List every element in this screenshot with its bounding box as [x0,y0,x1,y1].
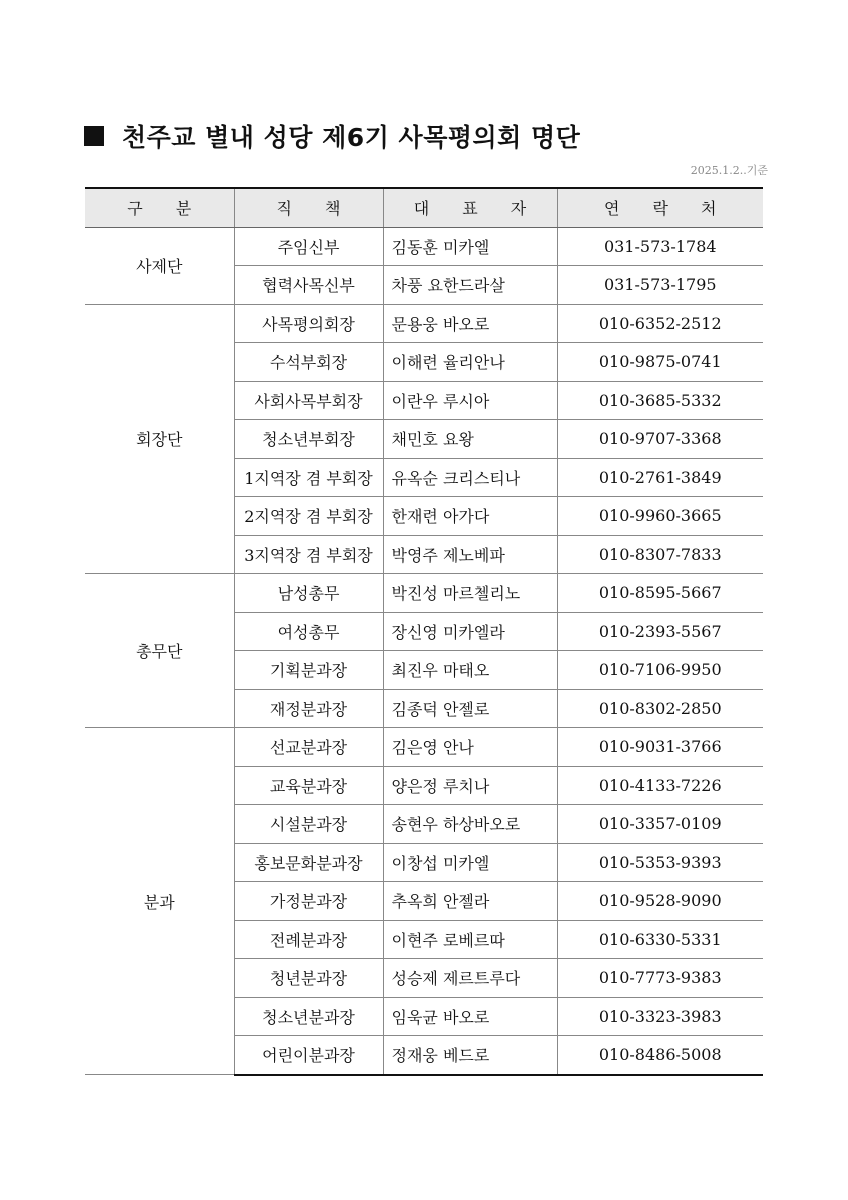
table-row [85,574,763,613]
representative-cell: 문용웅 바오로 [383,304,557,343]
position-cell: 사회사목부회장 [234,381,383,420]
representative-cell: 이창섭 미카엘 [383,843,557,882]
representative-cell: 추옥희 안젤라 [383,882,557,921]
table-row [85,304,763,343]
phone-cell: 010-8486-5008 [557,1036,763,1075]
phone-cell: 010-4133-7226 [557,766,763,805]
representative-cell: 김동훈 미카엘 [383,227,557,266]
phone-cell: 010-7773-9383 [557,959,763,998]
phone-cell: 010-9031-3766 [557,728,763,767]
phone-cell: 010-9528-9090 [557,882,763,921]
representative-cell: 최진우 마태오 [383,651,557,690]
phone-cell: 010-9875-0741 [557,343,763,382]
representative-cell: 박진성 마르첼리노 [383,574,557,613]
phone-cell: 010-2393-5567 [557,612,763,651]
representative-cell: 임욱균 바오로 [383,997,557,1036]
title-text: 천주교 별내 성당 제6기 사목평의회 명단 [122,123,581,152]
phone-cell: 010-6330-5331 [557,920,763,959]
position-cell: 가정분과장 [234,882,383,921]
phone-cell: 010-9960-3665 [557,497,763,536]
position-cell: 3지역장 겸 부회장 [234,535,383,574]
roster-body [85,227,763,1075]
phone-cell: 010-7106-9950 [557,651,763,690]
group-label: 분과 [85,728,234,1075]
header-position: 직 책 [234,188,383,227]
representative-cell: 이해련 율리안나 [383,343,557,382]
position-cell: 수석부회장 [234,343,383,382]
position-cell: 2지역장 겸 부회장 [234,497,383,536]
position-cell: 재정분과장 [234,689,383,728]
position-cell: 교육분과장 [234,766,383,805]
representative-cell: 이현주 로베르따 [383,920,557,959]
date-note: 2025.1.2..기준 [690,164,768,177]
square-bullet-icon [84,126,104,146]
position-cell: 사목평의회장 [234,304,383,343]
header-category: 구 분 [85,188,234,227]
header-representative: 대 표 자 [383,188,557,227]
position-cell: 협력사목신부 [234,266,383,305]
group-label: 사제단 [85,227,234,304]
representative-cell: 한재련 아가다 [383,497,557,536]
representative-cell: 김종덕 안젤로 [383,689,557,728]
table-row [85,227,763,266]
phone-cell: 031-573-1795 [557,266,763,305]
phone-cell: 010-3323-3983 [557,997,763,1036]
representative-cell: 정재웅 베드로 [383,1036,557,1075]
phone-cell: 010-3357-0109 [557,805,763,844]
position-cell: 남성총무 [234,574,383,613]
representative-cell: 박영주 제노베파 [383,535,557,574]
phone-cell: 010-8595-5667 [557,574,763,613]
table-row [85,728,763,767]
position-cell: 시설분과장 [234,805,383,844]
position-cell: 1지역장 겸 부회장 [234,458,383,497]
phone-cell: 010-6352-2512 [557,304,763,343]
representative-cell: 채민호 요왕 [383,420,557,459]
representative-cell: 송현우 하상바오로 [383,805,557,844]
position-cell: 홍보문화분과장 [234,843,383,882]
roster-table [85,187,763,1076]
representative-cell: 양은정 루치나 [383,766,557,805]
position-cell: 기획분과장 [234,651,383,690]
representative-cell: 이란우 루시아 [383,381,557,420]
representative-cell: 장신영 미카엘라 [383,612,557,651]
position-cell: 어린이분과장 [234,1036,383,1075]
position-cell: 여성총무 [234,612,383,651]
representative-cell: 차풍 요한드라살 [383,266,557,305]
phone-cell: 010-2761-3849 [557,458,763,497]
position-cell: 청소년분과장 [234,997,383,1036]
header-contact: 연 락 처 [557,188,763,227]
group-label: 회장단 [85,304,234,574]
position-cell: 청년분과장 [234,959,383,998]
position-cell: 청소년부회장 [234,420,383,459]
phone-cell: 010-8302-2850 [557,689,763,728]
phone-cell: 010-3685-5332 [557,381,763,420]
phone-cell: 010-8307-7833 [557,535,763,574]
position-cell: 선교분과장 [234,728,383,767]
phone-cell: 010-9707-3368 [557,420,763,459]
representative-cell: 유옥순 크리스티나 [383,458,557,497]
representative-cell: 김은영 안나 [383,728,557,767]
page-title [84,118,580,154]
representative-cell: 성승제 제르트루다 [383,959,557,998]
phone-cell: 031-573-1784 [557,227,763,266]
phone-cell: 010-5353-9393 [557,843,763,882]
position-cell: 전례분과장 [234,920,383,959]
position-cell: 주임신부 [234,227,383,266]
header-row [85,188,763,227]
group-label: 총무단 [85,574,234,728]
